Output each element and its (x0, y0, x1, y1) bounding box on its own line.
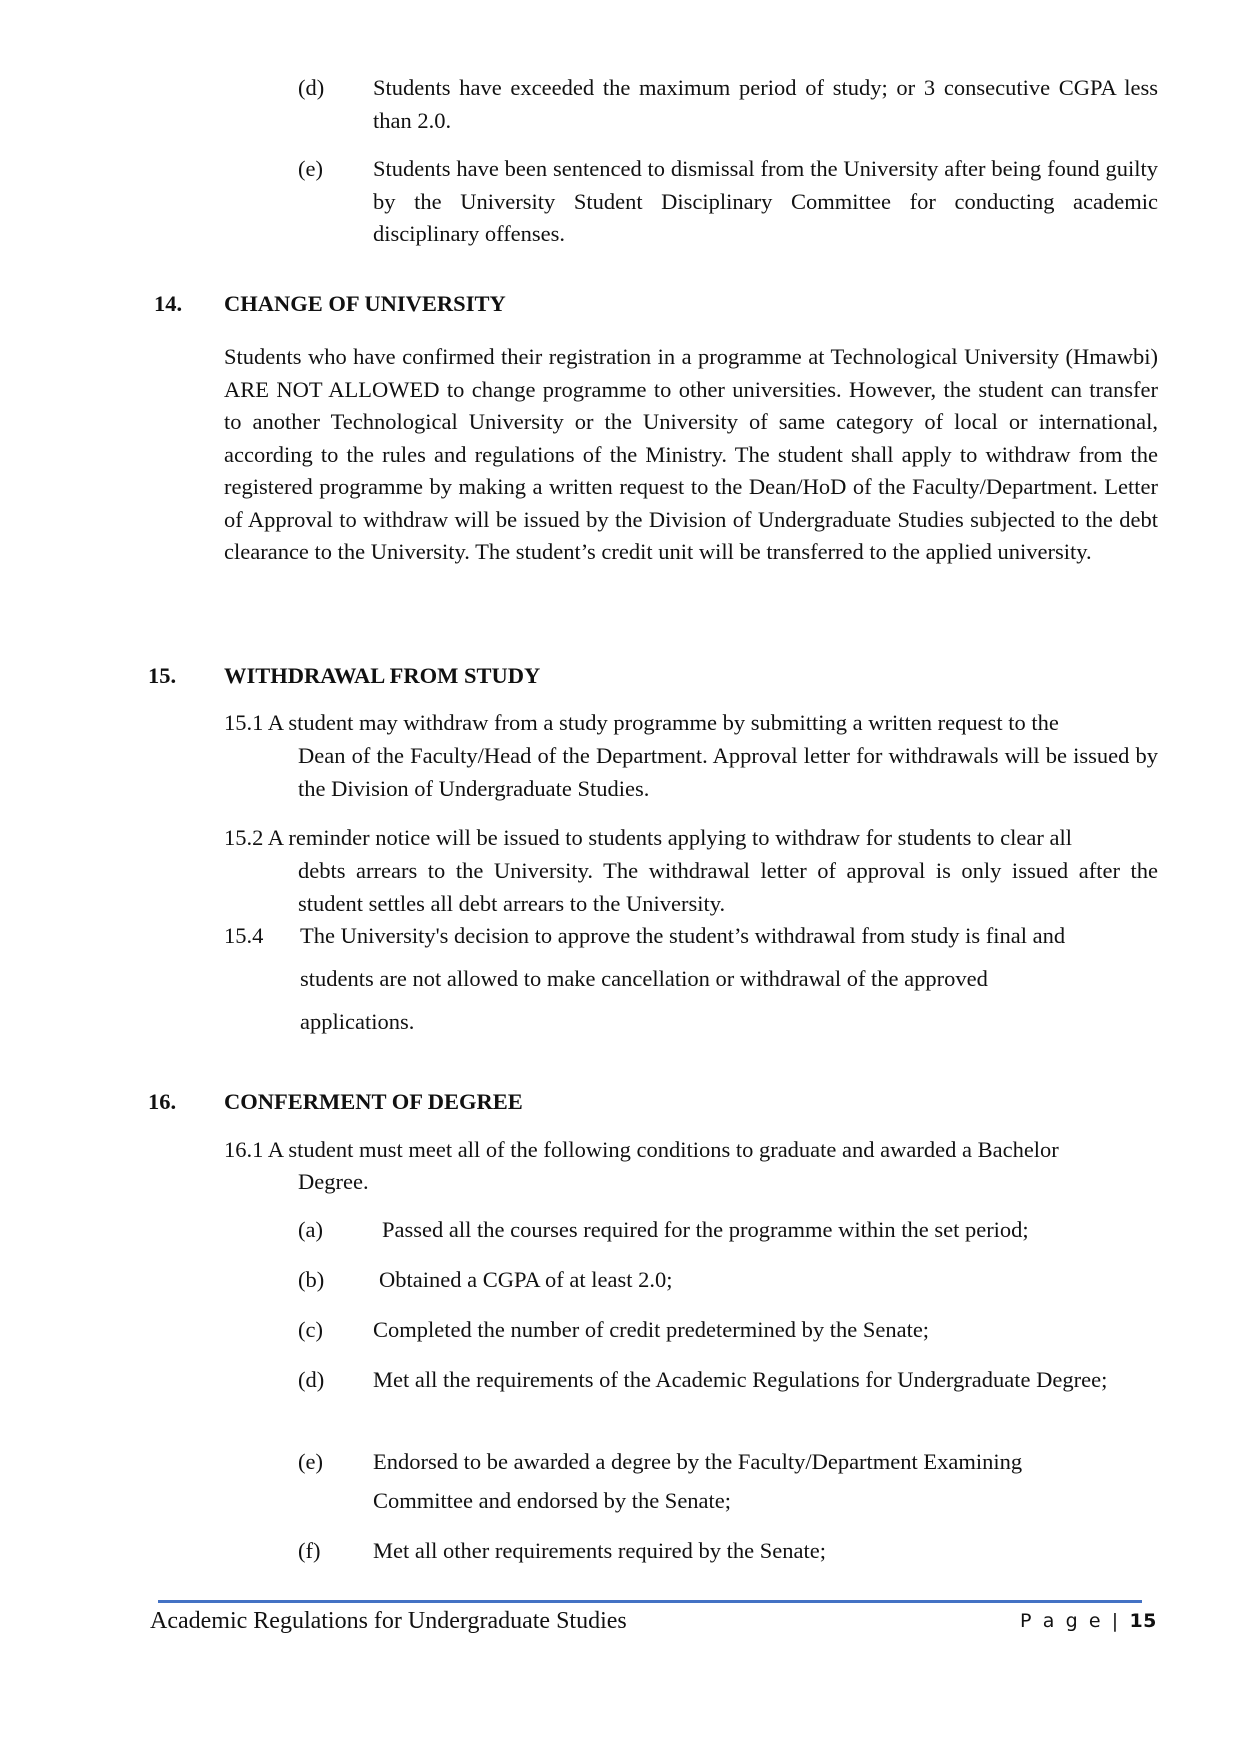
section-number: 16. (148, 1089, 177, 1114)
section-heading: CHANGE OF UNIVERSITY (224, 291, 506, 316)
paragraph-first-line: 16.1 A student must meet all of the following conditions to graduate and awarded a Bachelor (224, 1137, 1059, 1162)
list-label: (b) (298, 1267, 325, 1292)
section-number: 14. (154, 291, 183, 316)
list-label: (c) (298, 1317, 323, 1342)
list-item-text: Passed all the courses required for the programme within the set period; (382, 1217, 1029, 1242)
list-item-text: Completed the number of credit predetermined by the Senate; (373, 1317, 930, 1342)
list-label: (d) (298, 1367, 325, 1392)
list-item-text: Met all the requirements of the Academic Regulations for Undergraduate Degree; (373, 1367, 1108, 1392)
list-label: (f) (298, 1538, 321, 1563)
list-item-text: Students have exceeded the maximum period of study; or 3 consecutive CGPA less than 2.0. (373, 75, 1158, 133)
list-label: (a) (298, 1217, 323, 1242)
section-body: Students who have confirmed their registration in a programme at Technological University (Hmawbi) ARE NOT ALLOWED to change programme to other universities. However, the student can transfer to another Technological University or the University of same category of local or international, according to the rules and regulations of the Ministry. The student shall apply to withdraw from the registered programme by making a written request to the Dean/HoD of the Faculty/Department. Letter of Approval to withdraw will be issued by the Division of Undergraduate Studies subjected to the debt clearance to the University. The student’s credit unit will be transferred to the applied university. (224, 344, 1158, 564)
paragraph-first-line: 15.2 A reminder notice will be issued to students applying to withdraw for students to clear all (224, 825, 1072, 850)
paragraph-label: 15.4 (224, 923, 264, 948)
paragraph-continuation: Dean of the Faculty/Head of the Department. Approval letter for withdrawals will be issued by the Division of Undergraduate Studies. (298, 743, 1158, 801)
page-number: 15 (1129, 1610, 1157, 1632)
section-number: 15. (148, 663, 177, 688)
footer-title: Academic Regulations for Undergraduate Studies (150, 1608, 627, 1634)
list-item-text: Endorsed to be awarded a degree by the Faculty/Department Examining (373, 1449, 1023, 1474)
list-label: (d) (298, 75, 325, 100)
list-label: (e) (298, 156, 323, 181)
list-label: (e) (298, 1449, 323, 1474)
section-heading: WITHDRAWAL FROM STUDY (224, 663, 541, 688)
section-heading: CONFERMENT OF DEGREE (224, 1089, 523, 1114)
list-item-text: Committee and endorsed by the Senate; (373, 1488, 732, 1513)
list-item-text: Students have been sentenced to dismissal from the University after being found guilty by the University Student Disciplinary Committee for conducting academic disciplinary offenses. (373, 156, 1158, 246)
paragraph-line: students are not allowed to make cancellation or withdrawal of the approved (300, 966, 988, 991)
footer-rule (158, 1600, 1142, 1603)
page-label: P a g e | (1020, 1610, 1121, 1632)
paragraph-line: applications. (300, 1009, 415, 1034)
list-item-text: Obtained a CGPA of at least 2.0; (379, 1267, 673, 1292)
list-item-text: Met all other requirements required by the Senate; (373, 1538, 826, 1563)
paragraph-continuation: debts arrears to the University. The withdrawal letter of approval is only issued after the student settles all debt arrears to the University. (298, 858, 1158, 916)
paragraph-first-line: 15.1 A student may withdraw from a study programme by submitting a written request to the (224, 710, 1059, 735)
paragraph-line: The University's decision to approve the student’s withdrawal from study is final and (300, 923, 1066, 948)
paragraph-continuation: Degree. (298, 1169, 369, 1194)
footer-page (1020, 1606, 1157, 1636)
